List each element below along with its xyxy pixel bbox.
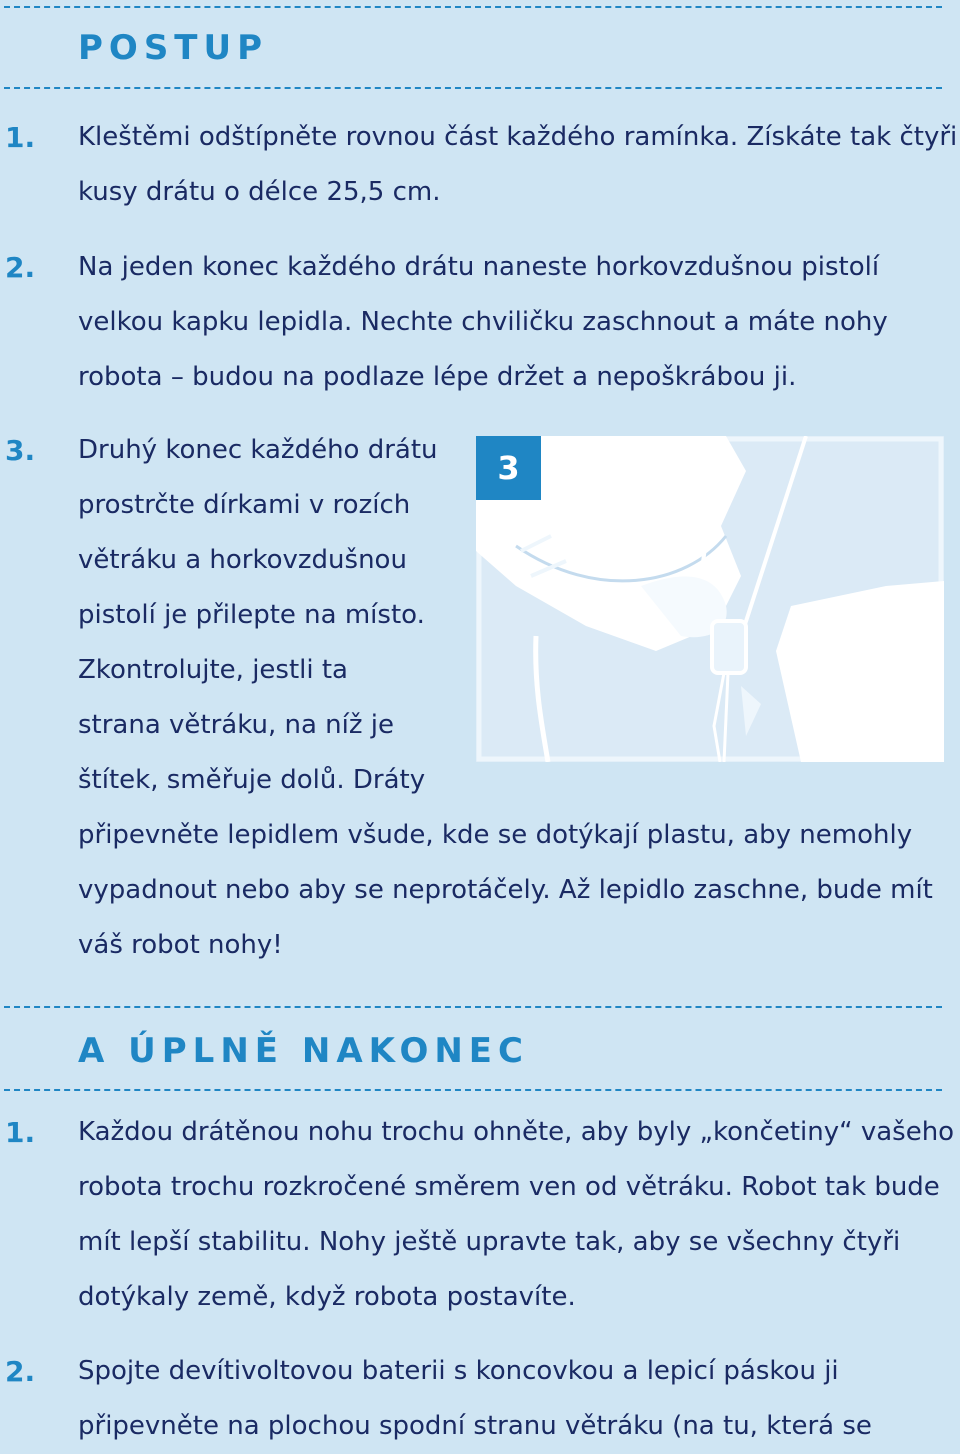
step-number: 2.: [5, 251, 36, 284]
step-line: Zkontrolujte, jestli ta: [78, 655, 348, 685]
step-line: pistolí je přilepte na místo.: [78, 600, 425, 630]
step-line: strana větráku, na níž je: [78, 710, 395, 740]
step-line: Spojte devítivoltovou baterii s koncovkou a lepicí páskou ji: [78, 1356, 839, 1386]
section-title-a-uplne-nakonec: A ÚPLNĚ NAKONEC: [78, 1031, 529, 1071]
step-number: 2.: [5, 1355, 36, 1388]
step-line: Druhý konec každého drátu: [78, 435, 438, 465]
step-line: váš robot nohy!: [78, 930, 283, 960]
step-line: štítek, směřuje dolů. Dráty: [78, 765, 426, 795]
step-text: [78, 110, 957, 220]
step-number: 3.: [5, 434, 36, 467]
step-line: kusy drátu o délce 25,5 cm.: [78, 177, 441, 207]
step-badge: 3: [476, 436, 541, 500]
step-text: [78, 240, 888, 405]
step-line: Kleštěmi odštípněte rovnou část každého ramínka. Získáte tak čtyři: [78, 122, 958, 152]
step-text: [78, 1105, 954, 1325]
step-number: 1.: [5, 121, 36, 154]
dashed-divider: [4, 1006, 942, 1008]
step-line: větráku a horkovzdušnou: [78, 545, 407, 575]
step-line: prostrčte dírkami v rozích: [78, 490, 411, 520]
step-line: připevněte na plochou spodní stranu větráku (na tu, která se: [78, 1411, 872, 1441]
step-line: dotýkaly země, když robota postavíte.: [78, 1282, 576, 1312]
step-text: [78, 423, 933, 973]
section-title-postup: POSTUP: [78, 28, 269, 68]
step-line: vypadnout nebo aby se neprotáčely. Až lepidlo zaschne, bude mít: [78, 875, 933, 905]
dashed-divider: [4, 1089, 942, 1091]
step-line: velkou kapku lepidla. Nechte chviličku zaschnout a máte nohy: [78, 307, 888, 337]
step-number: 1.: [5, 1116, 36, 1149]
step-text: [78, 1344, 872, 1454]
step-line: Na jeden konec každého drátu naneste horkovzdušnou pistolí: [78, 252, 880, 282]
step-line: mít lepší stabilitu. Nohy ještě upravte tak, aby se všechny čtyři: [78, 1227, 901, 1257]
step-line: robota trochu rozkročené směrem ven od větráku. Robot tak bude: [78, 1172, 940, 1202]
step-line: robota – budou na podlaze lépe držet a nepoškrábou ji.: [78, 362, 797, 392]
top-dashed-divider: [4, 6, 942, 8]
step-line: Každou drátěnou nohu trochu ohněte, aby byly „končetiny“ vašeho: [78, 1117, 955, 1147]
dashed-divider: [4, 87, 942, 89]
step-line: připevněte lepidlem všude, kde se dotýkají plastu, aby nemohly: [78, 820, 913, 850]
